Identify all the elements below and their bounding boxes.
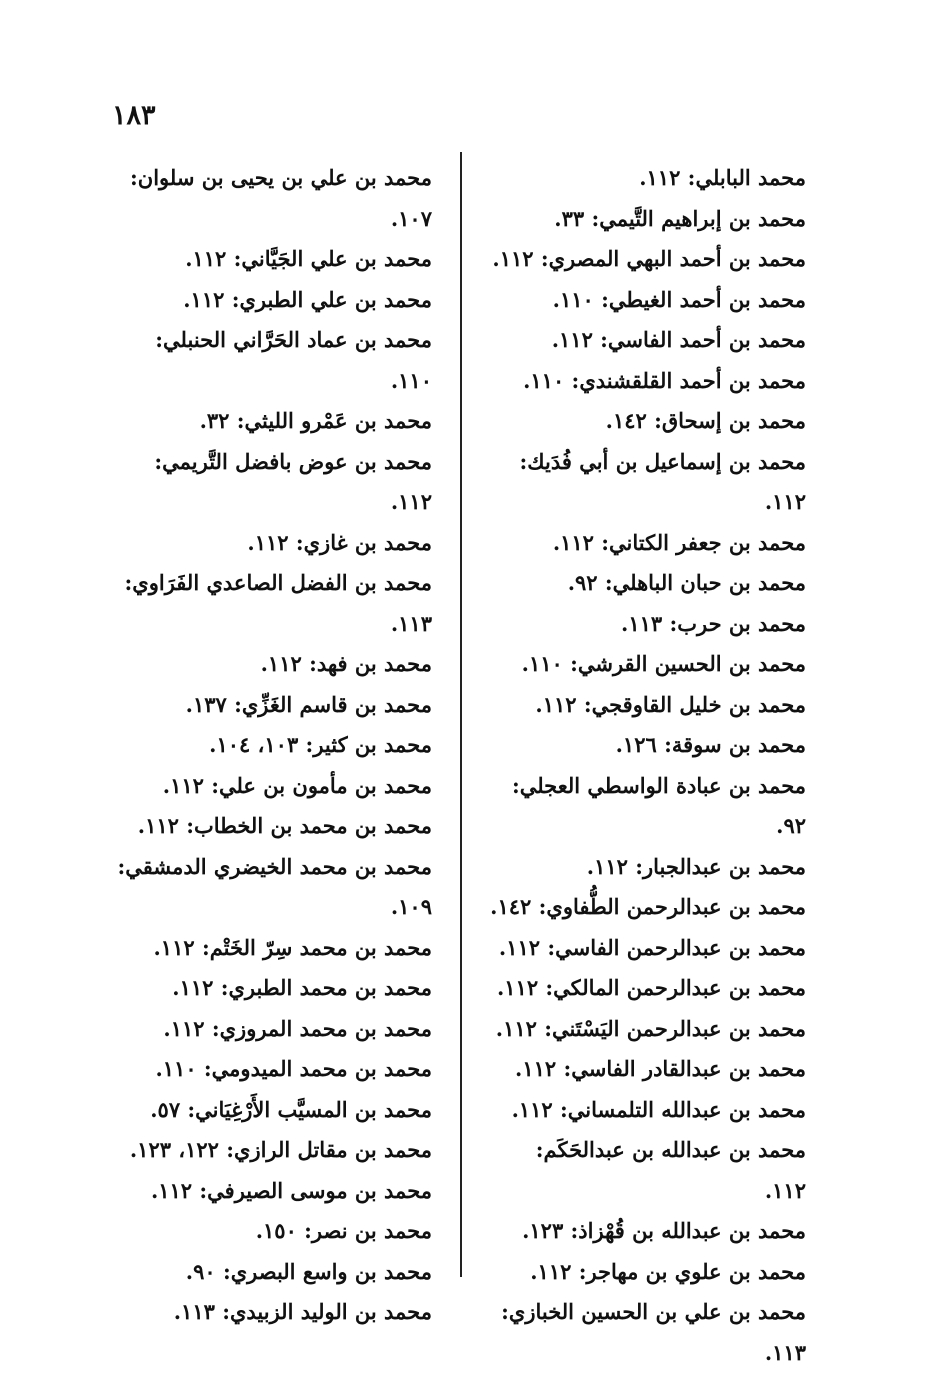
index-entry: محمد بن عبدالله بن قُهْزاذ: ١٢٣. — [522, 1218, 806, 1243]
index-entry: محمد بن أحمد الفاسي: ١١٢. — [551, 327, 806, 352]
page-number: ١٨٣ — [112, 100, 156, 131]
index-entry: محمد بن خليل القاوقجي: ١١٢. — [535, 691, 806, 717]
index-entry: محمد بن علوي بن مهاجر: ١١٢. — [530, 1258, 806, 1284]
index-entry: محمد بن عبدالله بن عبدالحَكَم: ١١٢. — [535, 1137, 806, 1203]
index-entry: محمد بن عبدالرحمن اليَسْتَني: ١١٢. — [495, 1015, 806, 1041]
index-entry: محمد بن عبادة الواسطي العجلي: ٩٢. — [511, 772, 806, 838]
index-entry: محمد بن الوليد الزبيدي: ١١٣. — [173, 1299, 432, 1324]
index-entry: محمد بن فهد: ١١٢. — [260, 651, 432, 676]
index-entry: محمد بن قاسم الغَزِّي: ١٣٧. — [185, 691, 432, 717]
index-entry: محمد بن عماد الحَرَّاني الحنبلي: ١١٠. — [155, 327, 432, 393]
index-entry: محمد بن موسى الصيرفي: ١١٢. — [150, 1177, 432, 1203]
index-entry: محمد بن محمد المروزي: ١١٢. — [163, 1015, 432, 1041]
index-entry: محمد بن غازي: ١١٢. — [247, 529, 432, 555]
index-entry: محمد بن محمد الطبري: ١١٢. — [172, 975, 432, 1000]
index-entry: محمد بن محمد سِرّ الخَتْم: ١١٢. — [153, 934, 432, 960]
index-entry: محمد بن عبدالرحمن المالكي: ١١٢. — [496, 975, 806, 1000]
index-entry: محمد بن الفضل الصاعدي الفَرَاوي: ١١٣. — [124, 570, 432, 636]
index-entry: محمد بن علي الجَيَّاني: ١١٢. — [185, 246, 432, 271]
index-entry: محمد بن الحسين القرشي: ١١٠. — [521, 651, 806, 676]
index-entry: محمد بن نصر: ١٥٠. — [255, 1218, 432, 1243]
index-column-right — [488, 158, 806, 1373]
index-entry: محمد بن علي بن الحسين الخبازي: ١١٣. — [501, 1299, 806, 1365]
index-entry: محمد بن سوقة: ١٢٦. — [615, 732, 806, 757]
index-entry: محمد بن محمد الخيضري الدمشقي: ١٠٩. — [117, 853, 432, 919]
index-entry: محمد بن مقاتل الرازي: ١٢٢، ١٢٣. — [129, 1137, 432, 1162]
index-entry: محمد بن عبدالجبار: ١١٢. — [586, 853, 806, 879]
index-entry: محمد بن علي بن يحيى بن سلوان: ١٠٧. — [130, 165, 432, 231]
index-entry: محمد بن مأمون بن علي: ١١٢. — [162, 772, 432, 798]
index-entry: محمد بن عبدالله التلمساني: ١١٢. — [511, 1096, 806, 1122]
index-entry: محمد بن واسع البصري: ٩٠. — [185, 1258, 432, 1284]
index-entry: محمد بن عوض بافضل التَّريمي: ١١٢. — [154, 448, 432, 514]
index-entry: محمد بن إبراهيم التَّيمي: ٣٣. — [554, 205, 806, 231]
index-entry: محمد بن حبان الباهلي: ٩٢. — [567, 570, 806, 595]
index-entry: محمد بن حرب: ١١٣. — [621, 610, 806, 636]
index-entry: محمد بن إسماعيل بن أبي فُدَيك: ١١٢. — [519, 448, 806, 514]
index-entry: محمد بن كثير: ١٠٣، ١٠٤. — [209, 732, 432, 757]
index-entry: محمد بن المسيَّب الأَرْغِيَاني: ٥٧. — [150, 1096, 432, 1122]
index-entry: محمد بن إسحاق: ١٤٢. — [605, 408, 806, 433]
column-divider — [460, 152, 462, 1277]
index-entry: محمد بن عبدالقادر الفاسي: ١١٢. — [515, 1056, 806, 1081]
index-entry: محمد بن عَمْرو الليثي: ٣٢. — [199, 408, 432, 433]
index-entry: محمد البابلي: ١١٢. — [639, 165, 806, 190]
index-column-left — [110, 158, 432, 1333]
index-entry: محمد بن أحمد القلقشندي: ١١٠. — [523, 367, 806, 393]
index-entry: محمد بن محمد الميدومي: ١١٠. — [155, 1056, 432, 1081]
index-entry: محمد بن أحمد البهي المصري: ١١٢. — [492, 246, 806, 271]
index-entry: محمد بن عبدالرحمن الطُّفاوي: ١٤٢. — [490, 894, 806, 919]
index-entry: محمد بن محمد بن الخطاب: ١١٢. — [137, 813, 432, 838]
index-entry: محمد بن جعفر الكتاني: ١١٢. — [552, 529, 806, 555]
index-entry: محمد بن أحمد الغيطي: ١١٠. — [552, 286, 806, 312]
index-entry: محمد بن علي الطبري: ١١٢. — [183, 286, 432, 312]
index-entry: محمد بن عبدالرحمن الفاسي: ١١٢. — [498, 934, 806, 960]
